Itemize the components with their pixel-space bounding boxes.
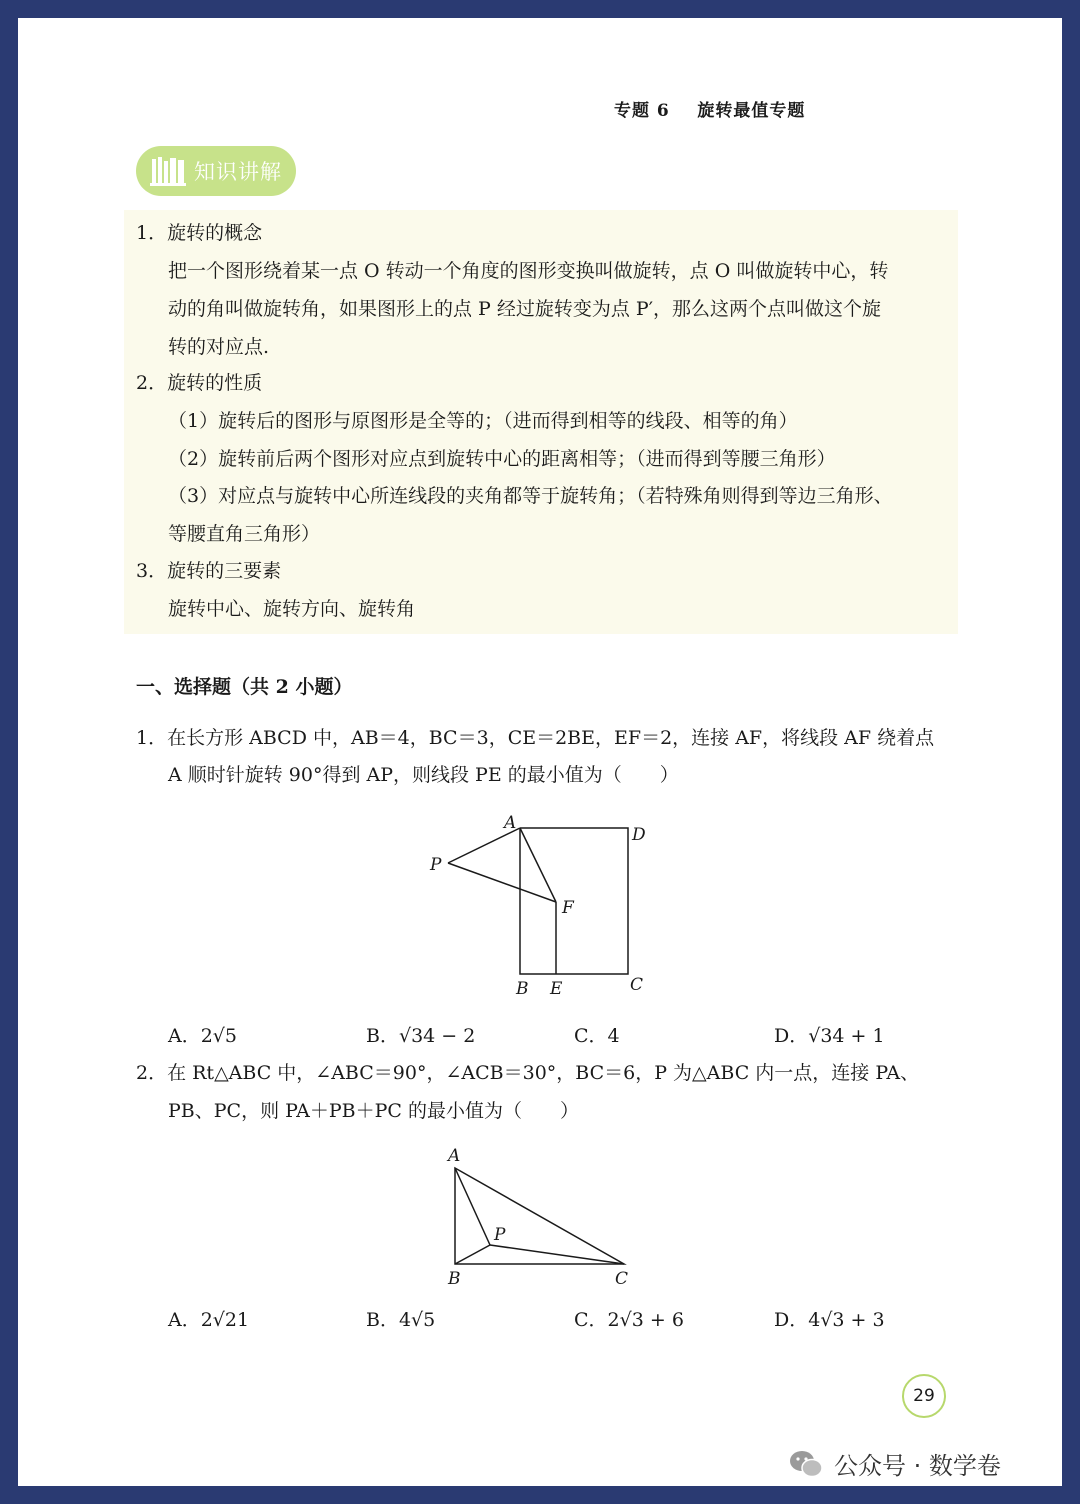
label-a: A (448, 1146, 461, 1166)
option-a[interactable]: A．2√5 (168, 1025, 238, 1047)
label-p: P (430, 855, 442, 875)
knowledge-text: 转的对应点. (168, 336, 270, 358)
badge-label: 知识讲解 (194, 160, 282, 184)
option-d[interactable]: D．√34 + 1 (774, 1025, 885, 1047)
knowledge-text: 动的角叫做旋转角，如果图形上的点 P 经过旋转变为点 P′，那么这两个点叫做这个旋 (168, 298, 882, 320)
label-c: C (615, 1269, 629, 1288)
page (18, 18, 1062, 1486)
knowledge-text: 旋转中心、旋转方向、旋转角 (168, 598, 416, 620)
section-heading: 一、选择题（共 2 小题） (136, 676, 353, 698)
question-1-text: A 顺时针旋转 90°得到 AP，则线段 PE 的最小值为（ ） (168, 764, 679, 786)
segment-pc (490, 1245, 624, 1264)
question-1-figure (416, 814, 676, 1004)
knowledge-text: （1）旋转后的图形与原图形是全等的；（进而得到相等的线段、相等的角） (168, 410, 798, 432)
page-number: 29 (902, 1374, 946, 1418)
question-2-text: PB、PC，则 PA＋PB＋PC 的最小值为（ ） (168, 1100, 579, 1122)
option-c[interactable]: C．2√3 + 6 (574, 1309, 684, 1331)
option-a[interactable]: A．2√21 (168, 1309, 250, 1331)
knowledge-heading: 3．旋转的三要素 (136, 560, 282, 582)
knowledge-badge (136, 146, 296, 196)
question-1-text: 1．在长方形 ABCD 中，AB＝4，BC＝3，CE＝2BE，EF＝2，连接 AF，将线段 AF 绕着点 (136, 727, 935, 749)
label-d: D (632, 825, 646, 845)
question-2-text: 2．在 Rt△ABC 中，∠ABC＝90°，∠ACB＝30°，BC＝6，P 为△ABC 内一点，连接 PA、 (136, 1062, 920, 1084)
rectangle-abcd (520, 828, 628, 974)
label-e: E (550, 979, 563, 999)
knowledge-text: （2）旋转前后两个图形对应点到旋转中心的距离相等；（进而得到等腰三角形） (168, 448, 836, 470)
watermark-text: 公众号 · 数学卷 (834, 1452, 1001, 1480)
option-d[interactable]: D．4√3 + 3 (774, 1309, 885, 1331)
knowledge-heading: 2．旋转的性质 (136, 372, 263, 394)
label-a: A (504, 814, 517, 833)
knowledge-heading: 1．旋转的概念 (136, 222, 263, 244)
watermark (788, 1446, 1001, 1481)
label-b: B (516, 979, 529, 999)
option-b[interactable]: B．√34 − 2 (366, 1025, 476, 1047)
wechat-icon (788, 1449, 824, 1479)
knowledge-text: 把一个图形绕着某一点 O 转动一个角度的图形变换叫做旋转，点 O 叫做旋转中心，转 (168, 260, 889, 282)
label-p: P (494, 1225, 506, 1245)
knowledge-text: （3）对应点与旋转中心所连线段的夹角都等于旋转角；（若特殊角则得到等边三角形、 (168, 485, 893, 507)
page-title: 专题 6 旋转最值专题 (614, 101, 806, 121)
label-b: B (448, 1269, 461, 1288)
question-2-figure (438, 1144, 638, 1288)
label-c: C (630, 975, 644, 995)
option-b[interactable]: B．4√5 (366, 1309, 436, 1331)
option-c[interactable]: C．4 (574, 1025, 620, 1047)
segment-ap (448, 828, 520, 863)
label-f: F (562, 898, 574, 918)
books-icon (150, 155, 188, 187)
segment-pb (455, 1245, 490, 1264)
knowledge-text: 等腰直角三角形） (168, 523, 321, 545)
segment-pa (455, 1168, 490, 1245)
